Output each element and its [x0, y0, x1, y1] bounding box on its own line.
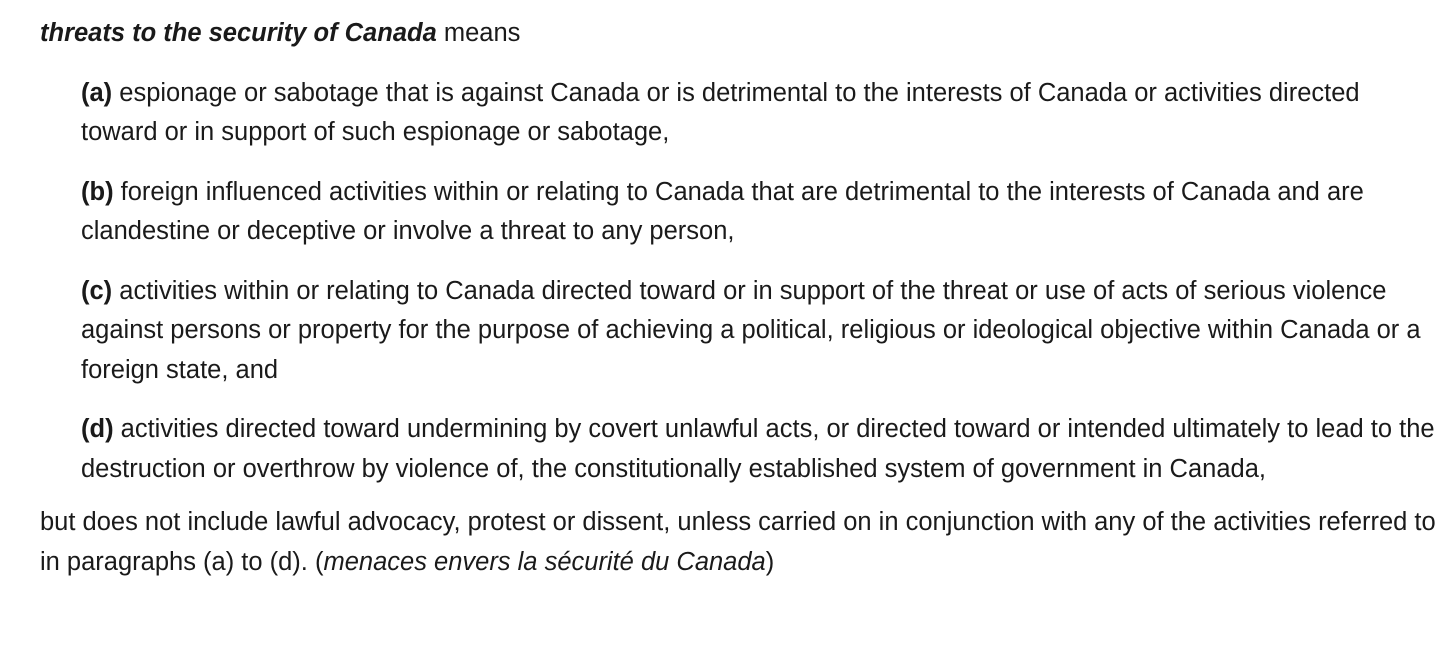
defined-term: threats to the security of Canada — [40, 19, 437, 47]
paragraph-label: (a) — [81, 78, 113, 107]
definition-heading — [40, 14, 1436, 54]
paragraph-b — [81, 173, 1436, 252]
paragraph-a — [81, 74, 1436, 153]
paragraph-text: activities within or relating to Canada directed toward or in support of the threat or use of acts of serious violence against persons or property for the purpose of achieving a political, religious or ideological objective within Canada or a foreign state, and — [81, 276, 1421, 384]
paragraph-label: (c) — [81, 276, 113, 305]
paragraph-label: (b) — [81, 177, 114, 206]
paragraph-d — [81, 410, 1436, 489]
french-equivalent-term: menaces envers la sécurité du Canada — [323, 547, 766, 576]
paragraph-text: foreign influenced activities within or relating to Canada that are detrimental to the interests of Canada and are clandestine or deceptive or involve a threat to any person, — [81, 177, 1364, 245]
paragraph-label: (d) — [81, 415, 114, 443]
closing-clause — [40, 503, 1436, 582]
closing-text: but does not include lawful advocacy, protest or dissent, unless carried on in conjunction with any of the activities referred to in paragraphs (a) to (d). — [40, 508, 1436, 576]
definition-connector: means — [443, 19, 521, 47]
paragraph-text: espionage or sabotage that is against Canada or is detrimental to the interests of Canada or activities directed toward or in support of such espionage or sabotage, — [81, 78, 1360, 146]
paragraph-text: activities directed toward undermining by covert unlawful acts, or directed toward or intended ultimately to lead to the destruction or overthrow by violence of, the constitutionally established system of government in Canada, — [81, 415, 1435, 483]
open-paren: ( — [314, 547, 324, 576]
close-paren: ) — [765, 547, 775, 576]
paragraph-c — [81, 272, 1436, 391]
